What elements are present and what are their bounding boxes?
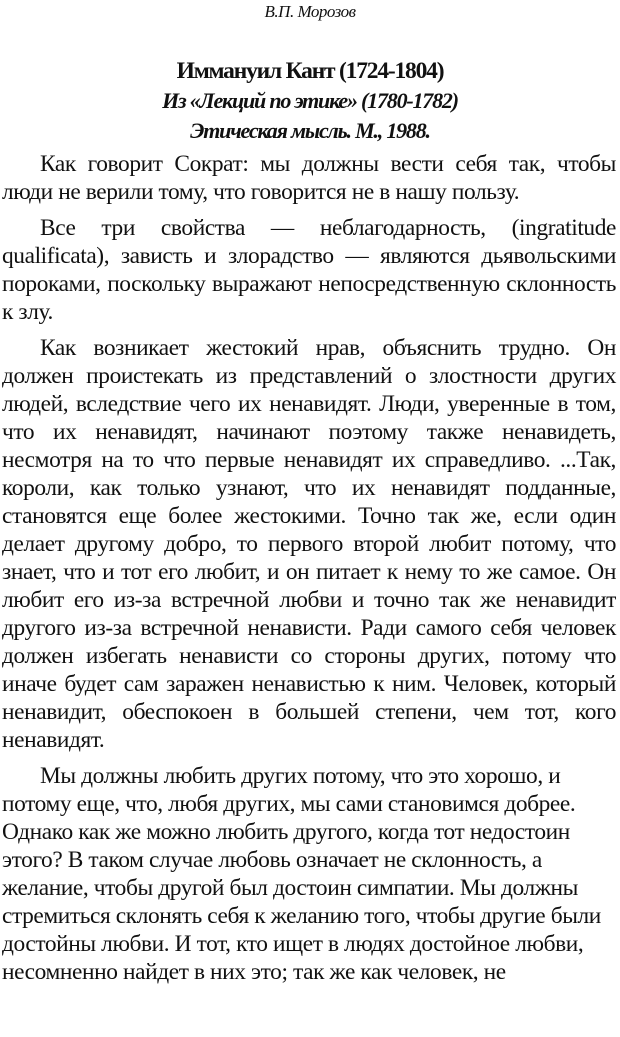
title-block — [0, 56, 620, 146]
body-text — [2, 150, 616, 994]
publication-subtitle: Этическая мысль. М., 1988. — [190, 118, 430, 143]
paragraph: Как возникает жестокий нрав, объяснить трудно. Он должен проистекать из представлений о злостности других людей, вследствие чего их ненавидят. Люди, уверенные в том, что их ненавидят, начинают поэтому также ненавидеть, несмотря на то что первые ненавидят их справедливо. ...Так, короли, как только узнают, что их ненавидят подданные, становятся еще более жестокими. Точно так же, если один делает другому добро, то первого второй любит потому, что знает, что и тот его любит, и он питает к нему то же самое. Он любит его из-за встречной любви и точно так же ненавидит другого из-за встречной ненависти. Ради самого себя человек должен избегать ненависти со стороны других, потому что иначе будет сам заражен ненавистью к ним. Человек, который ненавидит, обеспокоен в большей степени, чем тот, кого ненавидят. — [2, 335, 616, 753]
paragraph: Мы должны любить других потому, что это хорошо, и потому еще, что, любя других, мы сами становимся добрее. Однако как же можно любить другого, когда тот недостоин этого? В таком случае любовь означает не склонность, а желание, чтобы другой был достоин симпатии. Мы должны стремиться склонять себя к желанию того, чтобы другие были достойны любви. И тот, кто ищет в людях достойное любви, несомненно найдет в них это; так же как человек, не — [2, 763, 601, 985]
paragraph: Как говорит Сократ: мы должны вести себя так, чтобы люди не верили тому, что говорится не в нашу пользу. — [2, 151, 616, 205]
paragraph: Все три свойства — неблагодарность, (ingratitude qualificata), зависть и злорадство — являются дьявольскими пороками, поскольку выражают непосредственную склонность к злу. — [2, 215, 616, 325]
running-header-author: В.П. Морозов — [264, 2, 356, 21]
section-title: Иммануил Кант (1724-1804) — [176, 58, 444, 84]
source-subtitle: Из «Лекций по этике» (1780-1782) — [162, 88, 458, 113]
